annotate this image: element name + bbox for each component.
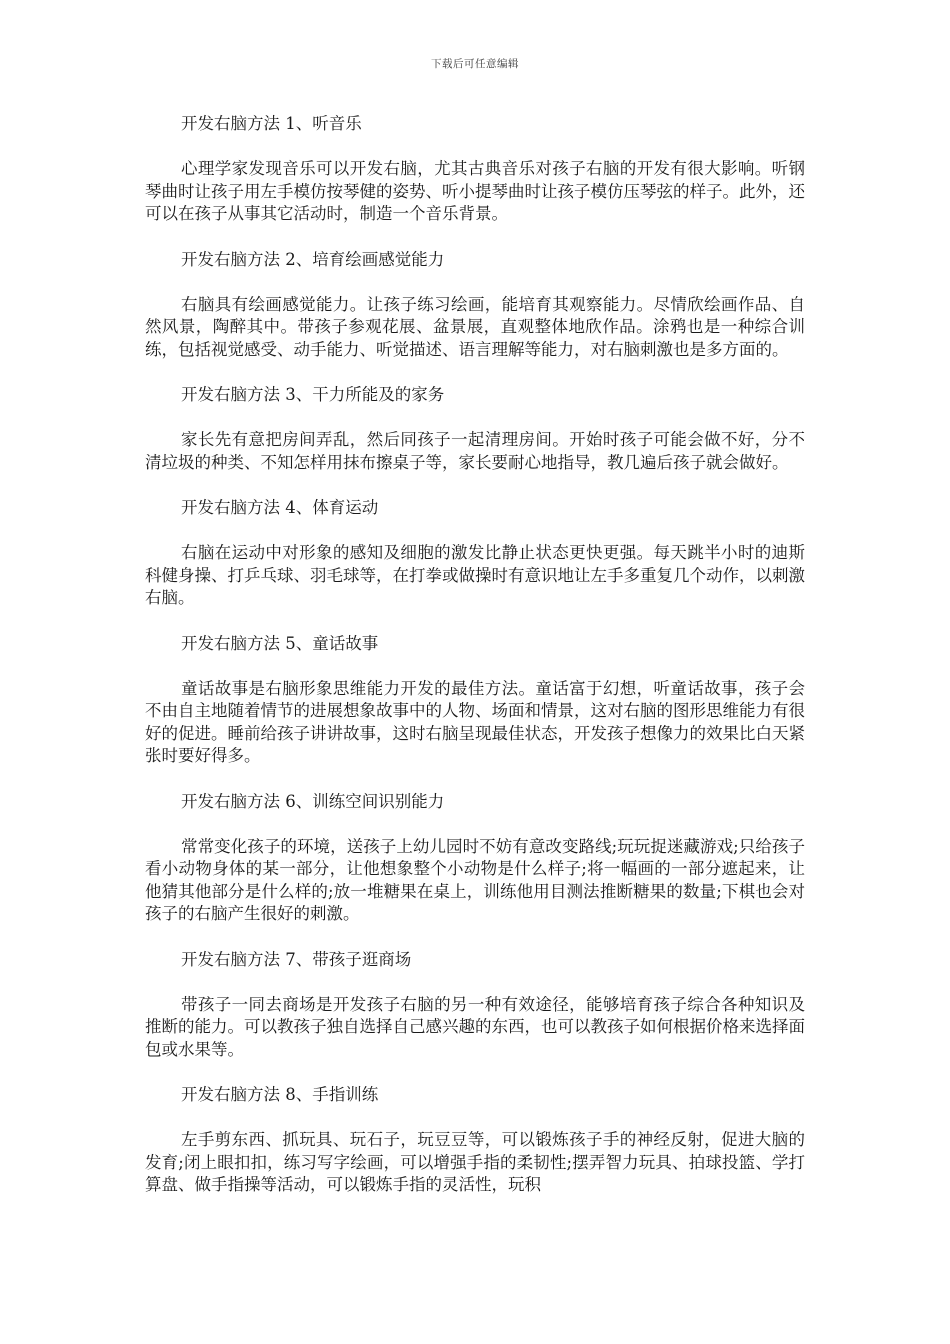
- section-heading: 开发右脑方法 2、培育绘画感觉能力: [181, 249, 445, 269]
- section-paragraph: 右脑具有绘画感觉能力。让孩子练习绘画，能培育其观察能力。尽情欣绘画作品、自然风景，陶醉其中。带孩子参观花展、盆景展，直观整体地欣作品。涂鸦也是一种综合训练，包括视觉感受、动手能力、听觉描述、语言理解等能力，对右脑刺激也是多方面的。: [145, 294, 805, 359]
- section-paragraph: 家长先有意把房间弄乱，然后同孩子一起清理房间。开始时孩子可能会做不好，分不清垃圾的种类、不知怎样用抹布擦桌子等，家长要耐心地指导，教几遍后孩子就会做好。: [145, 430, 805, 472]
- section-heading: 开发右脑方法 6、训练空间识别能力: [181, 791, 445, 811]
- section-heading: 开发右脑方法 1、听音乐: [181, 114, 362, 133]
- header-note: 下载后可任意编辑: [431, 58, 519, 70]
- section-heading: 开发右脑方法 3、干力所能及的家务: [181, 385, 445, 404]
- section-heading: 开发右脑方法 4、体育运动: [181, 498, 379, 517]
- section-paragraph: 心理学家发现音乐可以开发右脑，尤其古典音乐对孩子右脑的开发有很大影响。听钢琴曲时让孩子用左手模仿按琴健的姿势、听小提琴曲时让孩子模仿压琴弦的样子。此外，还可以在孩子从事其它活动时，制造一个音乐背景。: [145, 159, 805, 223]
- section-paragraph: 带孩子一同去商场是开发孩子右脑的另一种有效途径，能够培育孩子综合各种知识及推断的能力。可以教孩子独自选择自己感兴趣的东西，也可以教孩子如何根据价格来选择面包或水果等。: [145, 994, 805, 1059]
- section-paragraph: 右脑在运动中对形象的感知及细胞的激发比静止状态更快更强。每天跳半小时的迪斯科健身操、打乒乓球、羽毛球等，在打拳或做操时有意识地让左手多重复几个动作，以刺激右脑。: [145, 543, 805, 607]
- section-paragraph: 常常变化孩子的环境，送孩子上幼儿园时不妨有意改变路线;玩玩捉迷藏游戏;只给孩子看小动物身体的某一部分，让他想象整个小动物是什么样子;将一幅画的一部分遮起来，让他猜其他部分是什么样的;放一堆糖果在桌上，训练他用目测法推断糖果的数量;下棋也会对孩子的右脑产生很好的刺激。: [145, 836, 805, 923]
- document-body: [145, 112, 805, 1219]
- section-paragraph: 左手剪东西、抓玩具、玩石子，玩豆豆等，可以锻炼孩子手的神经反射，促进大脑的发育;闭上眼扣扣，练习写字绘画，可以增强手指的柔韧性;摆弄智力玩具、拍球投篮、学打算盘、做手指操等活动，可以锻炼手指的灵活性，玩积: [145, 1130, 805, 1194]
- section-heading: 开发右脑方法 8、手指训练: [181, 1085, 379, 1104]
- section-paragraph: 童话故事是右脑形象思维能力开发的最佳方法。童话富于幻想，听童话故事，孩子会不由自主地随着情节的进展想象故事中的人物、场面和情景，这对右脑的图形思维能力有很好的促进。睡前给孩子讲讲故事，这时右脑呈现最佳状态，开发孩子想像力的效果比白天紧张时要好得多。: [145, 678, 805, 765]
- section-heading: 开发右脑方法 7、带孩子逛商场: [181, 949, 412, 969]
- section-heading: 开发右脑方法 5、童话故事: [181, 633, 379, 653]
